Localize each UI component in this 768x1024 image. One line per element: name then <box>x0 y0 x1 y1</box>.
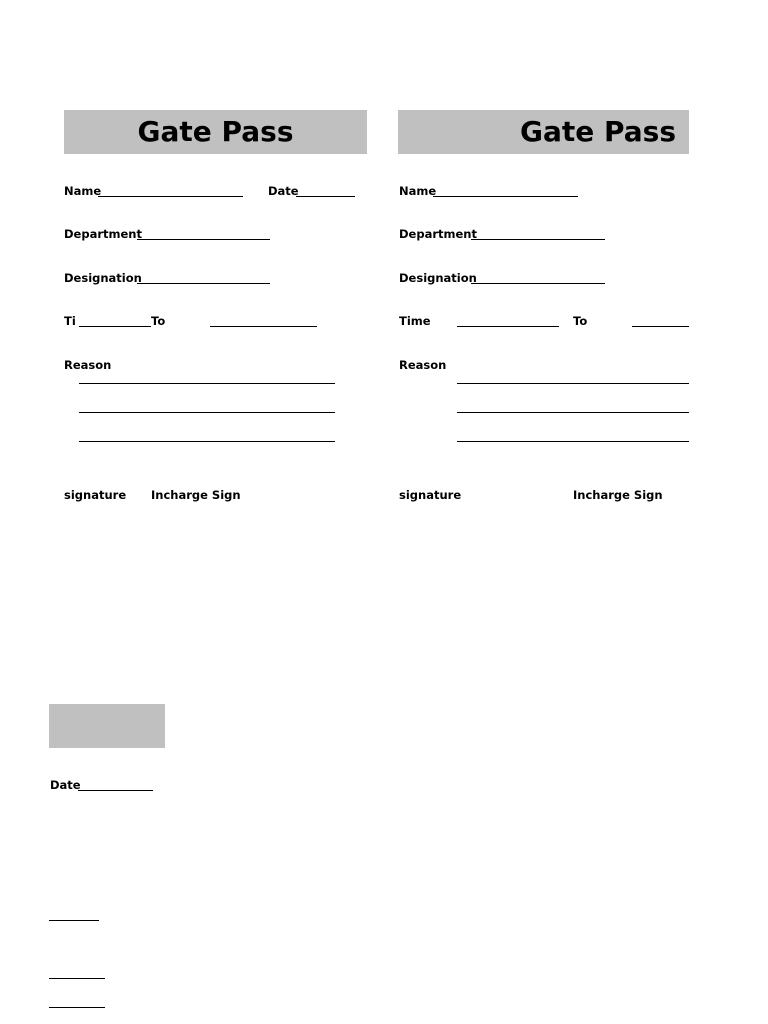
left-time-label: Ti <box>64 314 76 328</box>
left-to-field[interactable] <box>210 326 317 327</box>
left-signature-label: signature <box>64 488 127 502</box>
gate-pass-right-header <box>398 110 689 154</box>
bottom-date-label: Date <box>50 778 81 792</box>
left-incharge-sign-label: Incharge Sign <box>151 488 241 502</box>
left-to-label: To <box>151 314 166 328</box>
left-name-field[interactable] <box>98 196 243 197</box>
bottom-field-line-3[interactable] <box>49 1007 105 1008</box>
left-designation-label: Designation <box>64 271 142 285</box>
bottom-field-line-2[interactable] <box>49 978 105 979</box>
bottom-date-field[interactable] <box>78 790 153 791</box>
gate-pass-right-title: Gate Pass <box>520 115 676 148</box>
left-designation-field[interactable] <box>137 283 270 284</box>
left-name-label: Name <box>64 184 102 198</box>
right-reason-line-2[interactable] <box>457 412 689 413</box>
right-to-label: To <box>573 314 588 328</box>
left-department-field[interactable] <box>137 239 270 240</box>
left-reason-line-1[interactable] <box>79 383 335 384</box>
right-department-field[interactable] <box>471 239 605 240</box>
bottom-pass-header <box>49 704 165 748</box>
right-name-field[interactable] <box>433 196 578 197</box>
gate-pass-left-header <box>64 110 367 154</box>
left-reason-line-2[interactable] <box>79 412 335 413</box>
gate-pass-left-title: Gate Pass <box>137 115 294 148</box>
right-incharge-sign-label: Incharge Sign <box>573 488 663 502</box>
right-reason-line-3[interactable] <box>457 441 689 442</box>
right-designation-field[interactable] <box>471 283 605 284</box>
right-signature-label: signature <box>399 488 462 502</box>
left-reason-label: Reason <box>64 358 112 372</box>
right-time-field[interactable] <box>457 326 559 327</box>
right-time-label: Time <box>399 314 431 328</box>
right-designation-label: Designation <box>399 271 477 285</box>
right-reason-line-1[interactable] <box>457 383 689 384</box>
left-date-field[interactable] <box>296 196 355 197</box>
left-date-label: Date <box>268 184 299 198</box>
left-department-label: Department <box>64 227 142 241</box>
right-to-field[interactable] <box>632 326 689 327</box>
right-name-label: Name <box>399 184 437 198</box>
right-reason-label: Reason <box>399 358 447 372</box>
left-reason-line-3[interactable] <box>79 441 335 442</box>
bottom-field-line-1[interactable] <box>49 920 99 921</box>
right-department-label: Department <box>399 227 477 241</box>
left-time-field[interactable] <box>79 326 151 327</box>
